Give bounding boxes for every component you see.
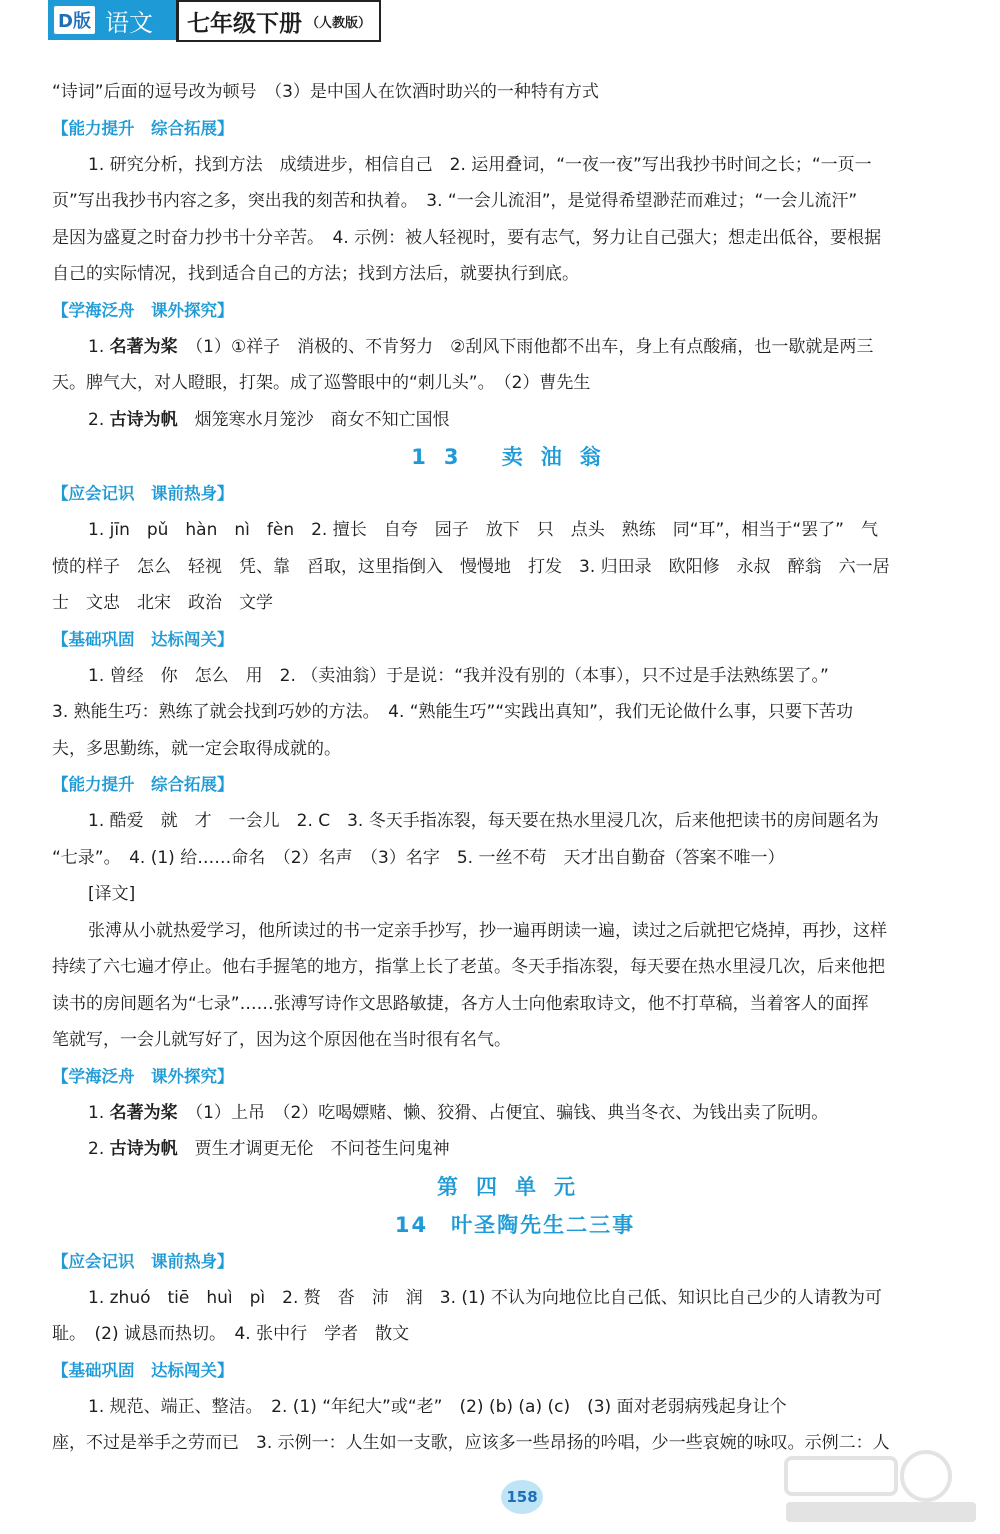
text-run: 读书的房间题名为“七录”……张溥写诗作文思路敏捷，各方人士向他索取诗文，他不打草稿，当着客人的面挥 xyxy=(52,993,869,1014)
answer-line xyxy=(52,1280,978,1317)
text-run: 士 文忠 北宋 政治 文学 xyxy=(52,593,273,613)
text-run: [译文] xyxy=(88,884,136,904)
header-subject-block xyxy=(48,0,176,40)
text-run: 1. 规范、端正、整洁。 2. (1) “年纪大”或“老” (2) (b) (a) (c) (3) 面对老弱病残起身让个 xyxy=(88,1396,787,1417)
text-run: 3. 熟能生巧：熟练了就会找到巧妙的方法。 4. “熟能生巧”“实践出真知”，我们无论做什么事，只要下苦功 xyxy=(52,702,853,722)
text-run: 1. xyxy=(88,1102,110,1123)
text-run: 1. jīn pǔ hàn nì fèn 2. 擅长 自夸 园子 放下 只 点头 熟练 同“耳”，相当于“罢了” 气 xyxy=(88,520,878,540)
text-run: “七录”。 4. (1) 给……命名 （2）名声 （3）名字 5. 一丝不苟 天才出自勤奋（答案不唯一） xyxy=(52,847,785,868)
text-run: 1. xyxy=(88,336,110,357)
text-run: 【学海泛舟 课外探究】 xyxy=(52,300,234,320)
text-run: “诗词”后面的逗号改为顿号 （3）是中国人在饮酒时助兴的一种特有方式 xyxy=(52,82,599,102)
answer-content xyxy=(52,74,978,1462)
text-run: 是因为盛夏之时奋力抄书十分辛苦。 4. 示例：被人轻视时，要有志气，努力让自己强大；想走出低谷，要根据 xyxy=(52,227,882,248)
bold-label: 名著为桨 xyxy=(109,1102,178,1123)
answer-line xyxy=(52,658,978,695)
text-run: （1）上吊 （2）吃喝嫖赌、懒、狡猾、占便宜、骗钱、典当冬衣、为钱出卖了阮明。 xyxy=(177,1102,829,1123)
text-run: 2. xyxy=(88,409,110,430)
lesson-title xyxy=(52,438,978,476)
text-run: 14 叶圣陶先生二三事 xyxy=(394,1212,636,1237)
answer-line xyxy=(52,876,978,913)
text-run: 13 卖油翁 xyxy=(411,445,619,469)
text-run: 【应会记识 课前热身】 xyxy=(52,1251,234,1271)
text-run: 1. 曾经 你 怎么 用 2. （卖油翁）于是说：“我并没有别的（本事），只不过是手法熟练罢了。” xyxy=(88,665,829,686)
text-run: 【能力提升 综合拓展】 xyxy=(52,118,234,138)
section-heading xyxy=(52,476,978,512)
answer-line xyxy=(52,512,978,549)
grade-label: 七年级下册 xyxy=(187,10,302,37)
text-run: 页”写出我抄书内容之多，突出我的刻苦和执着。 3. “一会儿流泪”，是觉得希望渺茫而难过；“一会儿流汗” xyxy=(52,191,858,211)
answer-line xyxy=(52,147,978,184)
lesson-title xyxy=(52,1168,978,1206)
text-run: 【学海泛舟 课外探究】 xyxy=(52,1066,234,1086)
answer-line xyxy=(52,256,978,293)
text-run: 贾生才调更无伦 不问苍生问鬼神 xyxy=(177,1139,450,1159)
book-header xyxy=(48,0,381,48)
section-heading xyxy=(52,1244,978,1280)
answer-line xyxy=(52,585,978,622)
text-run: 【基础巩固 达标闯关】 xyxy=(52,1360,234,1380)
answer-line xyxy=(52,549,978,586)
answer-line xyxy=(52,694,978,731)
section-heading xyxy=(52,622,978,658)
header-grade-block xyxy=(176,0,381,42)
answer-line xyxy=(52,949,978,986)
answer-line xyxy=(52,731,978,768)
answer-line xyxy=(52,74,978,111)
text-run: 天。脾气大，对人瞪眼，打架。成了巡警眼中的“刺儿头”。 （2）曹先生 xyxy=(52,373,591,393)
text-run: 耻。 (2) 诚恳而热切。 4. 张中行 学者 散文 xyxy=(52,1324,410,1344)
bold-label: 名著为桨 xyxy=(109,336,178,357)
answer-line xyxy=(52,1095,978,1132)
subject-label: 语文 xyxy=(104,8,153,37)
text-run: 夫，多思勤练，就一定会取得成就的。 xyxy=(52,738,341,759)
text-run: 烟笼寒水月笼沙 商女不知亡国恨 xyxy=(177,409,450,430)
answer-line xyxy=(52,402,978,439)
answer-line xyxy=(52,913,978,950)
section-heading xyxy=(52,293,978,329)
answer-line xyxy=(52,329,978,366)
lesson-title xyxy=(52,1206,978,1244)
text-run: 愤的样子 怎么 轻视 凭、靠 舀取，这里指倒入 慢慢地 打发 3. 归田录 欧阳修 永叔 醉翁 六一居 xyxy=(52,556,890,577)
text-run: 2. xyxy=(88,1139,110,1159)
section-heading xyxy=(52,111,978,147)
edition-badge: D版 xyxy=(54,6,95,34)
text-run: 座，不过是举手之劳而已 3. 示例一：人生如一支歌，应该多一些昂扬的吟唱，少一些哀婉的咏叹。示例二：人 xyxy=(52,1433,890,1453)
text-run: （1）①祥子 消极的、不肯努力 ②刮风下雨他都不出车，身上有点酸痛，也一歇就是两三 xyxy=(177,336,874,357)
text-run: 第四单元 xyxy=(437,1174,593,1199)
text-run: 1. 酷爱 就 才 一会儿 2. C 3. 冬天手指冻裂，每天要在热水里浸几次，后来他把读书的房间题名为 xyxy=(88,811,879,831)
text-run: 【基础巩固 达标闯关】 xyxy=(52,629,234,649)
text-run: 自己的实际情况，找到适合自己的方法；找到方法后，就要执行到底。 xyxy=(52,264,579,284)
answer-line xyxy=(52,1131,978,1168)
watermark-logo xyxy=(776,1446,986,1528)
text-run: 张溥从小就热爱学习，他所读过的书一定亲手抄写，抄一遍再朗读一遍，读过之后就把它烧掉，再抄，这样 xyxy=(88,920,887,941)
section-heading xyxy=(52,1059,978,1095)
text-run: 1. zhuó tiē huì pì 2. 赘 沓 沛 润 3. (1) 不认为向地位比自己低、知识比自己少的人请教为可 xyxy=(88,1287,882,1308)
text-run: 1. 研究分析，找到方法 成绩进步，相信自己 2. 运用叠词，“一夜一夜”写出我抄书时间之长；“一页一 xyxy=(88,154,872,175)
answer-line xyxy=(52,986,978,1023)
section-heading xyxy=(52,1353,978,1389)
answer-line xyxy=(52,365,978,402)
publisher-label: （人教版） xyxy=(306,15,372,31)
text-run: 持续了六七遍才停止。他右手握笔的地方，指掌上长了老茧。冬天手指冻裂，每天要在热水里浸几次，后来他把 xyxy=(52,957,885,977)
section-heading xyxy=(52,767,978,803)
answer-line xyxy=(52,1389,978,1426)
text-run: 【能力提升 综合拓展】 xyxy=(52,775,234,794)
page-number: 158 xyxy=(501,1480,543,1514)
answer-line xyxy=(52,220,978,257)
text-run: 笔就写，一会儿就写好了，因为这个原因他在当时很有名气。 xyxy=(52,1030,511,1050)
answer-line xyxy=(52,803,978,840)
answer-line xyxy=(52,183,978,220)
bold-label: 古诗为帆 xyxy=(109,1139,178,1159)
answer-line xyxy=(52,1316,978,1353)
answer-line xyxy=(52,1022,978,1059)
bold-label: 古诗为帆 xyxy=(109,409,178,430)
answer-line xyxy=(52,840,978,877)
text-run: 【应会记识 课前热身】 xyxy=(52,484,234,503)
